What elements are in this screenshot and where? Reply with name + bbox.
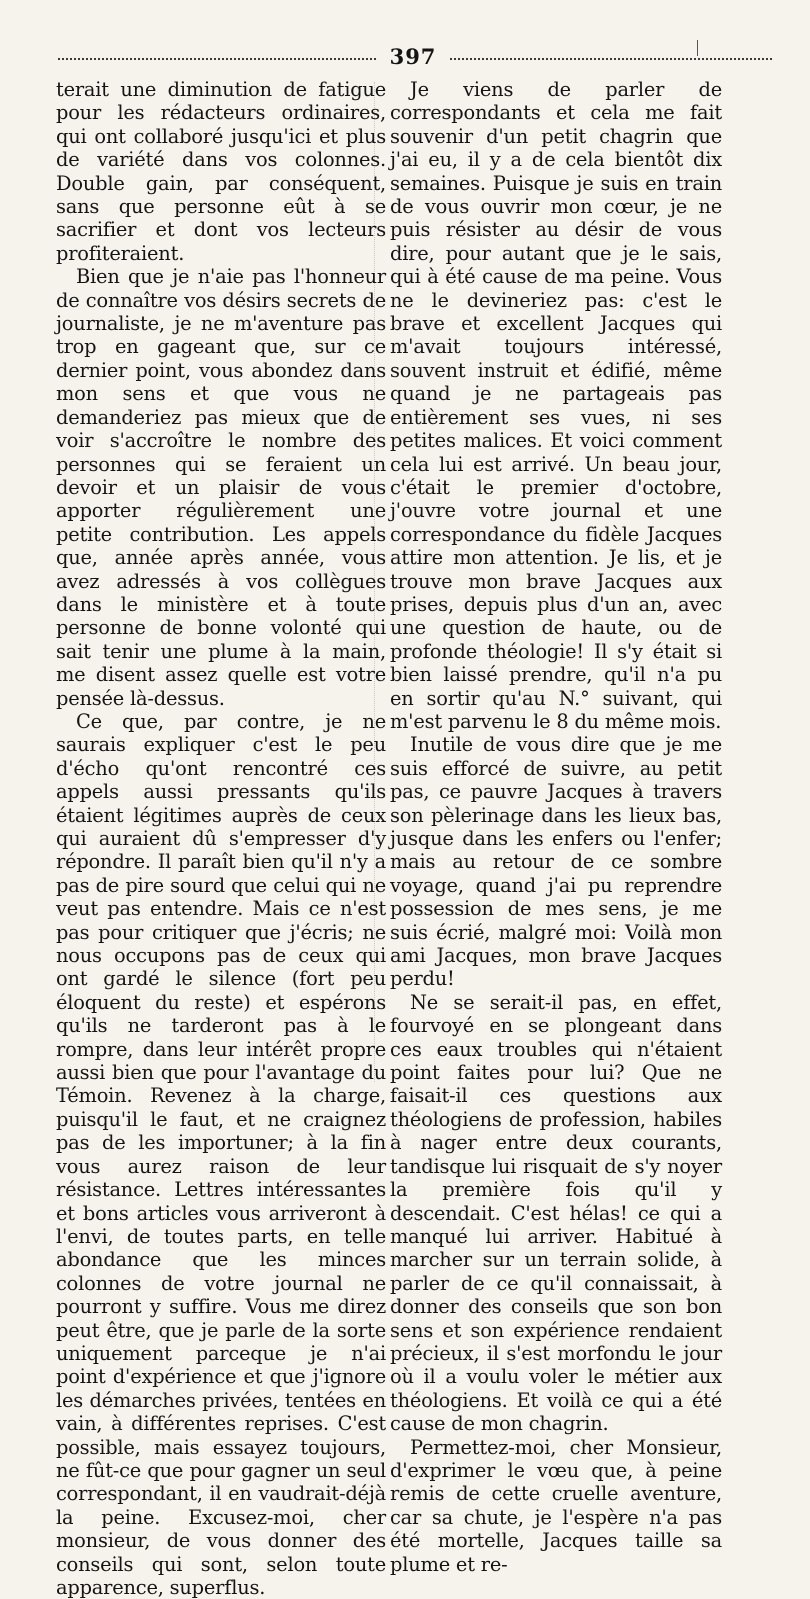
paragraph: Je viens de parler de correspondants et cela me fait souvenir d'un petit chagrin que j'ai eu, il y a de cela bientôt dix semaines. Puisque je suis en train de vous ouvrir mon cœur, je ne puis résister au désir de vous dire, pour autant que je le sais, qui à été cause de ma peine. Vous ne le devineriez pas: c'est le brave et excellent Jacques qui m'avait toujours intéressé, souvent instruit et édifié, même quand je ne partageais pas entièrement ses vues, ni ses petites malices. Et voici comment cela lui est arrivé. Un beau jour, c'était le premier d'octobre, j'ouvre votre journal et une correspondance du fidèle Jacques attire mon attention. Je lis, et je trouve mon brave Jacques aux prises, depuis plus d'un an, avec une question de haute, ou de profonde théologie! Il s'y était si bien laissé prendre, qu'il n'a pu en sortir qu'au N.° suivant, qui m'est parvenu le 8 du même mois. [390, 78, 722, 733]
paragraph: Ce que, par contre, je ne saurais expliquer c'est le peu d'écho qu'ont rencontré ces appels aussi pressants qu'ils étaient légitimes auprès de ceux qui auraient dû s'empresser d'y répondre. Il paraît bien qu'il n'y a pas de pire sourd que celui qui ne veut pas entendre. Mais ce n'est pas pour critiquer que j'écris; ne nous occupons pas de ceux qui ont gardé le silence (fort peu éloquent du reste) et espérons qu'ils ne tarderont pas à le rompre, dans leur intérêt propre aussi bien que pour l'avantage du Témoin. Revenez à la charge, puisqu'il le faut, et ne craignez pas de les importuner; à la fin vous aurez raison de leur résistance. Lettres intéressantes et bons articles vous arriveront à l'envi, de toutes parts, en telle abondance que les minces colonnes de votre journal ne pourront y suffire. Vous me direz peut être, que je parle de la sorte uniquement parceque je n'ai point d'expérience et que j'ignore les démarches privées, tentées en vain, à différentes reprises. C'est possible, mais essayez toujours, ne fût-ce que pour gagner un seul correspondant, il en vaudrait-déjà la peine. Excusez-moi, cher monsieur, de vous donner des conseils qui sont, selon toute apparence, superflus. [56, 709, 386, 1599]
left-column [56, 78, 386, 1599]
paragraph: Permettez-moi, cher Monsieur, d'exprimer le vœu que, à peine remis de cette cruelle aventure, car sa chute, je l'espère n'a pas été mortelle, Jacques taille sa plume et re- [390, 1435, 722, 1576]
page-number: 397 [389, 44, 437, 69]
column-divider [374, 82, 375, 1082]
paragraph: terait une diminution de fatigue pour les rédacteurs ordinaires, qui ont collaboré jusqu'ici et plus de variété dans vos colonnes. Double gain, par conséquent, sans que personne eût à se sacrifier et dont vos lecteurs profiteraient. [56, 78, 386, 265]
header-rule-left [58, 58, 376, 60]
margin-mark [697, 40, 698, 56]
paragraph: Ne se serait-il pas, en effet, fourvoyé en se plongeant dans ces eaux troubles qui n'étaient point faites pour lui? Que ne faisait-il ces questions aux théologiens de profession, habiles à nager entre deux courants, tandisque lui risquait de s'y noyer la première fois qu'il y descendait. C'est hélas! ce qui a manqué lui arriver. Habitué à marcher sur un terrain solide, à parler de ce qu'il connaissait, à donner des conseils que son bon sens et son expérience rendaient précieux, il s'est morfondu le jour où il a voulu voler le métier aux théologiens. Et voilà ce qui a été cause de mon chagrin. [390, 990, 722, 1436]
page-header [58, 44, 772, 70]
paragraph: Bien que je n'aie pas l'honneur de connaître vos désirs secrets de journaliste, je ne m'aventure pas trop en gageant que, sur ce dernier point, vous abondez dans mon sens et que vous ne demanderiez pas mieux que de voir s'accroître le nombre des personnes qui se feraient un devoir et un plaisir de vous apporter régulièrement une petite contribution. Les appels que, année après année, vous avez adressés à vos collègues dans le ministère et à toute personne de bonne volonté qui sait tenir une plume à la main, me disent assez quelle est votre pensée là-dessus. [56, 265, 386, 710]
paragraph: Inutile de vous dire que je me suis efforcé de suivre, au petit pas, ce pauvre Jacques à travers son pèlerinage dans les lieux bas, jusque dans les enfers ou l'enfer; mais au retour de ce sombre voyage, quand j'ai pu reprendre possession de mes sens, je me suis écrié, malgré moi: Voilà mon ami Jacques, mon brave Jacques perdu! [390, 733, 722, 991]
header-rule-right [450, 58, 772, 60]
right-column [390, 78, 722, 1576]
